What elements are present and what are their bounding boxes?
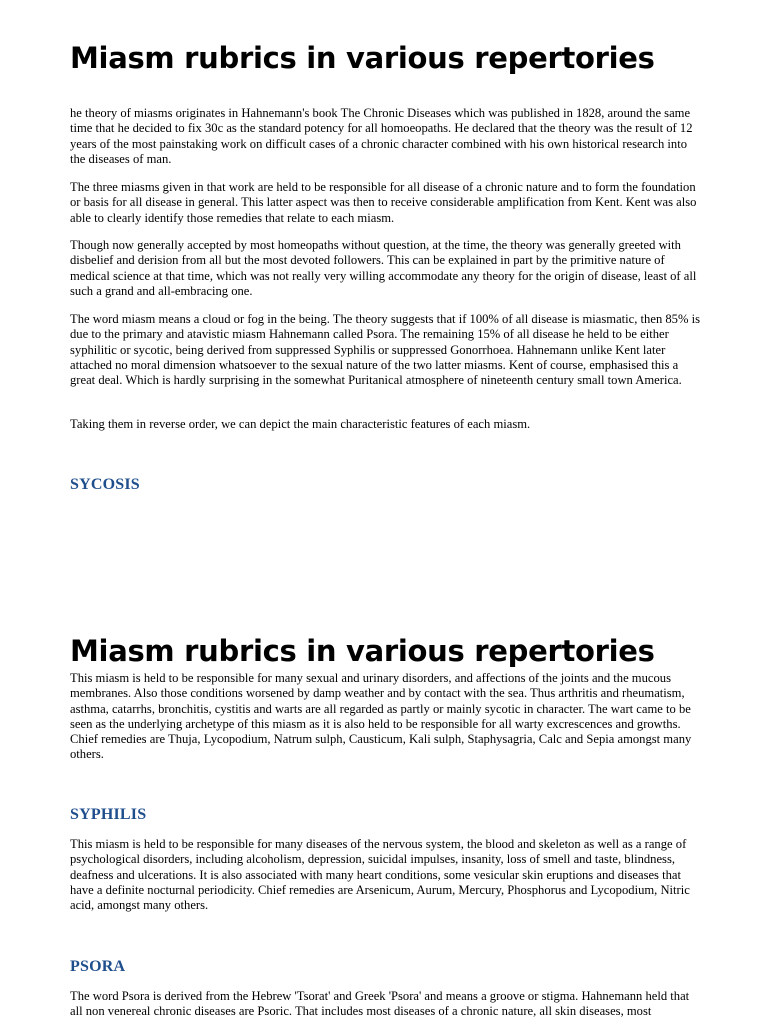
page-title: Miasm rubrics in various repertories bbox=[70, 41, 655, 75]
miasm-definition-paragraph: The word miasm means a cloud or fog in the being. The theory suggests that if 100% of all disease is miasmatic, then 85% is due to the primary and atavistic miasm Hahnemann called Psora. The remaining 15% of all disease he held to be either syphilitic or sycotic, being derived from suppressed Syphilis or suppressed Gonorrhoea. Hahnemann unlike Kent later attached no moral dimension whatsoever to the sexual nature of the two latter miasms. Kent of course, emphasised this a great deal. Which is hardly surprising in the somewhat Puritanical atmosphere of nineteenth century small town America. bbox=[70, 312, 701, 387]
sycosis-heading: SYCOSIS bbox=[70, 476, 140, 493]
reverse-order-paragraph: Taking them in reverse order, we can depict the main characteristic features of each miasm. bbox=[70, 417, 531, 431]
page-title-repeat: Miasm rubrics in various repertories bbox=[70, 634, 655, 668]
psora-heading: PSORA bbox=[70, 958, 126, 975]
syphilis-heading: SYPHILIS bbox=[70, 806, 147, 823]
intro-paragraph: he theory of miasms originates in Hahnemann's book The Chronic Diseases which was published in 1828, around the same time that he decided to fix 30c as the standard potency for all homoeopaths. He declared that the theory was the result of 12 years of the most painstaking work on difficult cases of a chronic character combined with his own historical research into the diseases of man. bbox=[70, 106, 693, 166]
syphilis-paragraph: This miasm is held to be responsible for many diseases of the nervous system, the blood and skeleton as well as a range of psychological disorders, including alcoholism, depression, suicidal impulses, insanity, loss of smell and taste, blindness, deafness and ulcerations. It is also associated with many heart conditions, some vesicular skin eruptions and diseases that have a definite nocturnal periodicity. Chief remedies are Arsenicum, Aurum, Mercury, Phosphorus and Lycopodium, Nitric acid, amongst many others. bbox=[70, 837, 690, 912]
sycosis-paragraph: This miasm is held to be responsible for many sexual and urinary disorders, and affections of the joints and the mucous membranes. Also those conditions worsened by damp weather and by contact with the sea. Thus arthritis and rheumatism, asthma, catarrhs, bronchitis, cystitis and warts are all regarded as partly or mainly sycotic in character. The wart came to be seen as the underlying archetype of this miasm as it is also held to be responsible for all warty excrescences and growths. Chief remedies are Thuja, Lycopodium, Natrum sulph, Causticum, Kali sulph, Staphysagria, Calc and Sepia amongst many others. bbox=[70, 671, 692, 762]
three-miasms-paragraph: The three miasms given in that work are held to be responsible for all disease of a chronic nature and to form the foundation or basis for all disease in general. This latter aspect was then to receive considerable amplification from Kent. Kent was also able to clearly identify those remedies that relate to each miasm. bbox=[70, 180, 697, 225]
psora-paragraph: The word Psora is derived from the Hebrew 'Tsorat' and Greek 'Psora' and means a groove or stigma. Hahnemann held that all non venereal chronic diseases are Psoric. That includes most diseases of a chronic nature, all skin diseases, most bbox=[70, 989, 690, 1019]
reception-paragraph: Though now generally accepted by most homeopaths without question, at the time, the theory was generally greeted with disbelief and derision from all but the most devoted followers. This can be explained in part by the primitive nature of medical science at that time, which was not really very willing accommodate any theory for the origin of disease, least of all such a grand and all-embracing one. bbox=[70, 238, 697, 298]
